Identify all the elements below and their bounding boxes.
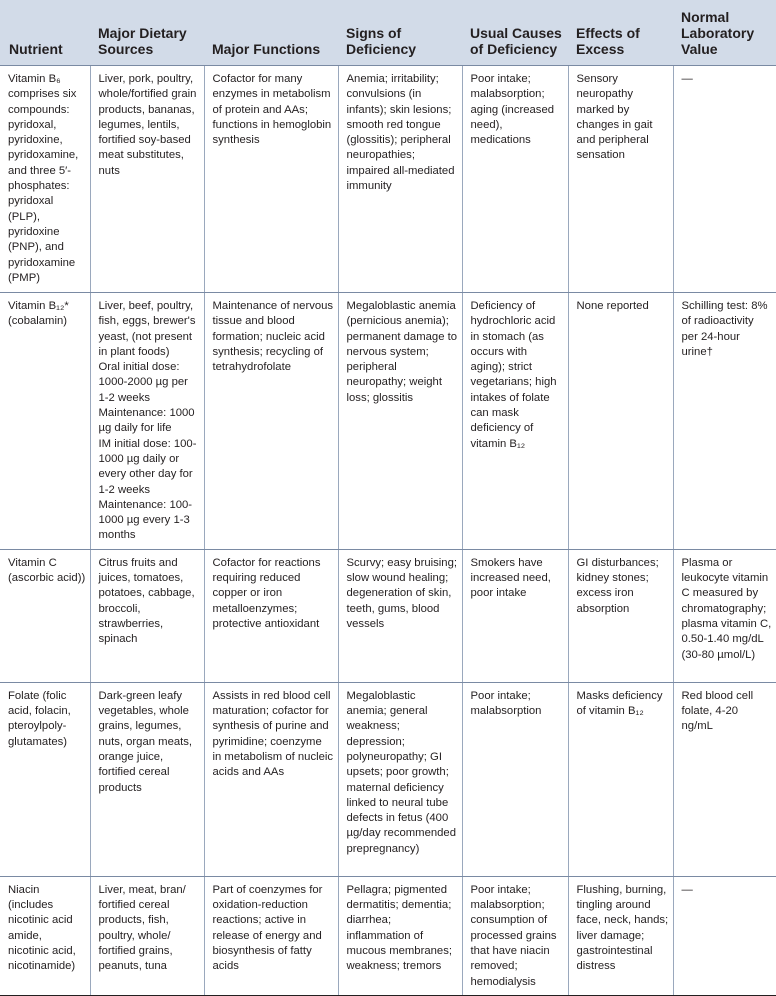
header-excess: Effects of Excess [568,0,673,66]
cell-functions: Cofactor for reactions requiring reduced copper or iron metalloenzymes; protective antioxidant [204,549,338,682]
cell-sources: Liver, meat, bran/ fortified cereal products, fish, poultry, whole/ fortified grains, peanuts, tuna [90,876,204,995]
table-row [0,876,776,995]
cell-nutrient: Vitamin B₁₂* (cobalamin) [0,293,90,550]
cell-functions: Assists in red blood cell maturation; cofactor for synthesis of purine and pyrimidine; coenzyme in metabolism of nucleic acids and AAs [204,682,338,876]
cell-excess: Flushing, burning, tingling around face, neck, hands; liver damage; gastrointestinal distress [568,876,673,995]
table-row [0,293,776,550]
cell-sources: Liver, beef, poultry, fish, eggs, brewer's yeast, (not present in plant foods) Oral initial dose: 1000-2000 µg per 1-2 weeks Maintenance: 1000 µg daily for life IM initial dose: 100-1000 µg daily or every other day for 1-2 weeks Maintenance: 100-1000 µg every 1-3 months [90,293,204,550]
cell-lab-value: Red blood cell folate, 4-20 ng/mL [673,682,776,876]
cell-deficiency: Scurvy; easy bruising; slow wound healing; degeneration of skin, teeth, gums, blood vessels [338,549,462,682]
cell-deficiency: Megaloblastic anemia (pernicious anemia); permanent damage to nervous system; peripheral neuropathy; weight loss; glossitis [338,293,462,550]
cell-nutrient: Vitamin B₆ comprises six compounds: pyridoxal, pyridoxine, pyridoxamine, and three 5′-phosphates: pyridoxal (PLP), pyridoxine (PNP), and pyridoxamine (PMP) [0,66,90,293]
cell-functions: Maintenance of nervous tissue and blood formation; nucleic acid synthesis; recycling of tetrahydrofolate [204,293,338,550]
cell-causes: Smokers have increased need, poor intake [462,549,568,682]
table-row [0,549,776,682]
cell-excess: Masks deficiency of vitamin B₁₂ [568,682,673,876]
cell-nutrient: Folate (folic acid, folacin, pteroylpoly-glutamates) [0,682,90,876]
header-sources: Major Dietary Sources [90,0,204,66]
cell-functions: Part of coenzymes for oxidation-reduction reactions; active in release of energy and biosynthesis of fatty acids [204,876,338,995]
cell-causes: Poor intake; malabsorption [462,682,568,876]
header-functions: Major Functions [204,0,338,66]
cell-causes: Poor intake; malabsorption; aging (increased need), medications [462,66,568,293]
header-deficiency: Signs of Deficiency [338,0,462,66]
header-lab-value: Normal Laboratory Value [673,0,776,66]
cell-excess: None reported [568,293,673,550]
cell-excess: Sensory neuropathy marked by changes in gait and peripheral sensation [568,66,673,293]
cell-sources: Dark-green leafy vegetables, whole grains, legumes, nuts, organ meats, orange juice, fortified cereal products [90,682,204,876]
table-header [0,0,776,66]
cell-sources: Citrus fruits and juices, tomatoes, potatoes, cabbage, broccoli, strawberries, spinach [90,549,204,682]
cell-sources: Liver, pork, poultry, whole/fortified grain products, bananas, legumes, lentils, fortified soy-based meat substitutes, nuts [90,66,204,293]
cell-deficiency: Anemia; irritability; convulsions (in infants); skin lesions; smooth red tongue (glossitis); peripheral neuropathies; impaired all-mediated immunity [338,66,462,293]
header-nutrient: Nutrient [0,0,90,66]
cell-functions: Cofactor for many enzymes in metabolism of protein and AAs; functions in hemoglobin synthesis [204,66,338,293]
cell-lab-value: Plasma or leukocyte vitamin C measured by chromatography; plasma vitamin C, 0.50-1.40 mg/dL (30-80 µmol/L) [673,549,776,682]
cell-deficiency: Megaloblastic anemia; general weakness; depression; polyneuropathy; GI upsets; poor growth; maternal deficiency linked to neural tube defects in fetus (400 µg/day recommended prepregnancy) [338,682,462,876]
cell-lab-value: — [673,66,776,293]
table-row [0,682,776,876]
cell-lab-value: Schilling test: 8% of radioactivity per 24-hour urine† [673,293,776,550]
cell-causes: Deficiency of hydrochloric acid in stomach (as occurs with aging); strict vegetarians; high intakes of folate can mask deficiency of vitamin B₁₂ [462,293,568,550]
cell-deficiency: Pellagra; pigmented dermatitis; dementia; diarrhea; inflammation of mucous membranes; weakness; tremors [338,876,462,995]
cell-lab-value: — [673,876,776,995]
table-row [0,66,776,293]
cell-causes: Poor intake; malabsorption; consumption of processed grains that have niacin removed; hemodialysis [462,876,568,995]
cell-nutrient: Niacin (includes nicotinic acid amide, nicotinic acid, nicotinamide) [0,876,90,995]
header-causes: Usual Causes of Deficiency [462,0,568,66]
cell-nutrient: Vitamin C (ascorbic acid)) [0,549,90,682]
cell-excess: GI disturbances; kidney stones; excess iron absorption [568,549,673,682]
